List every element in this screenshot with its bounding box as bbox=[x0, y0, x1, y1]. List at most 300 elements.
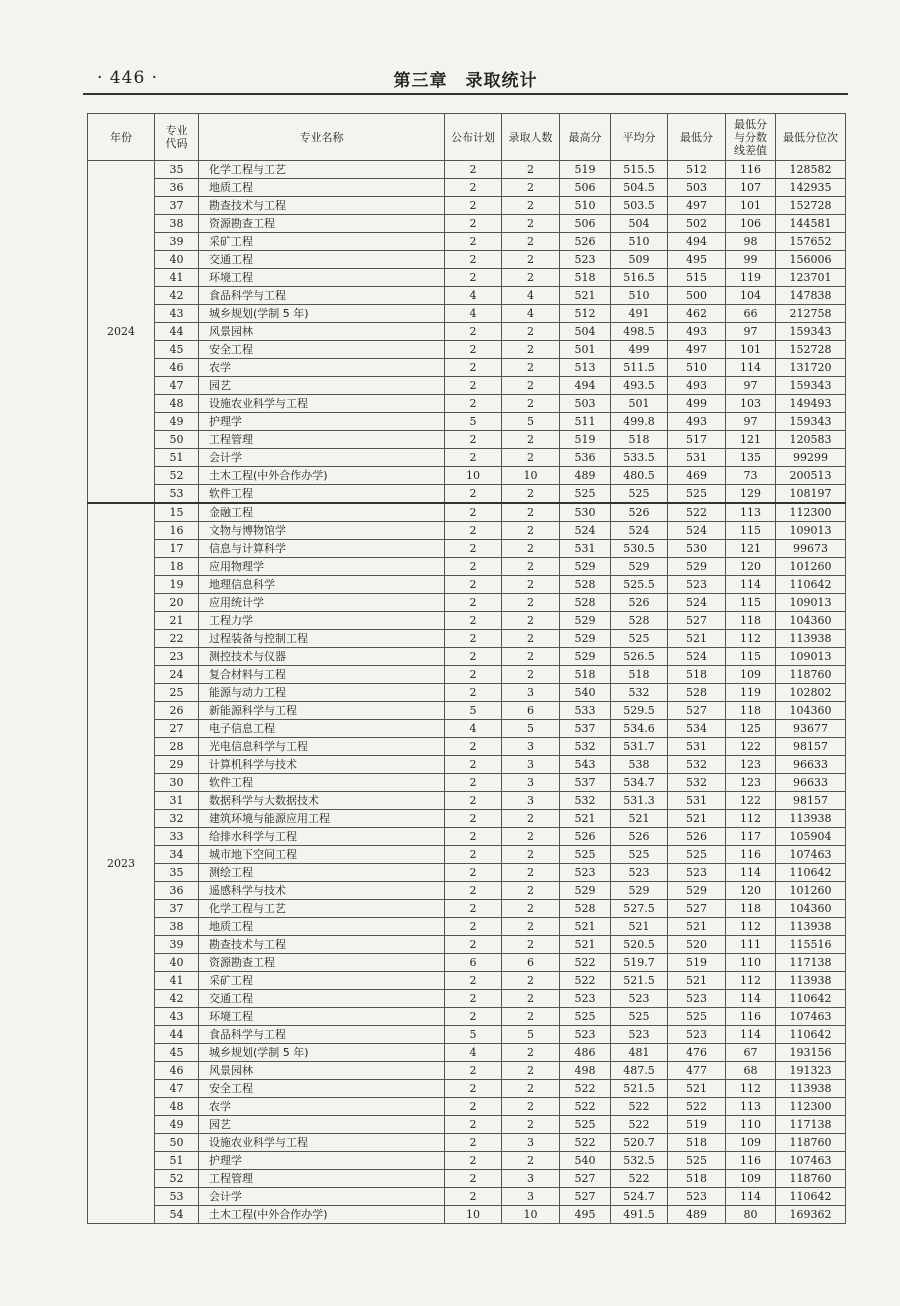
min-rank-cell: 107463 bbox=[776, 1008, 846, 1026]
score-diff-cell: 66 bbox=[726, 305, 776, 323]
avg-score-cell: 499 bbox=[611, 341, 668, 359]
table-row bbox=[88, 954, 846, 972]
major-name-cell: 安全工程 bbox=[199, 341, 445, 359]
max-score-cell: 521 bbox=[560, 287, 611, 305]
min-rank-cell: 113938 bbox=[776, 630, 846, 648]
major-code-cell: 51 bbox=[155, 1152, 199, 1170]
min-rank-cell: 159343 bbox=[776, 323, 846, 341]
plan-cell: 2 bbox=[445, 522, 502, 540]
min-rank-cell: 128582 bbox=[776, 161, 846, 179]
score-diff-cell: 97 bbox=[726, 377, 776, 395]
major-code-cell: 36 bbox=[155, 179, 199, 197]
avg-score-cell: 534.7 bbox=[611, 774, 668, 792]
admitted-cell: 2 bbox=[502, 215, 560, 233]
avg-score-cell: 526 bbox=[611, 828, 668, 846]
major-name-cell: 护理学 bbox=[199, 1152, 445, 1170]
min-score-cell: 522 bbox=[668, 1098, 726, 1116]
admitted-cell: 2 bbox=[502, 882, 560, 900]
min-score-cell: 523 bbox=[668, 576, 726, 594]
plan-cell: 2 bbox=[445, 684, 502, 702]
admitted-cell: 2 bbox=[502, 1098, 560, 1116]
min-score-cell: 529 bbox=[668, 882, 726, 900]
avg-score-cell: 528 bbox=[611, 612, 668, 630]
major-name-cell: 给排水科学与工程 bbox=[199, 828, 445, 846]
min-score-cell: 462 bbox=[668, 305, 726, 323]
major-name-cell: 光电信息科学与工程 bbox=[199, 738, 445, 756]
major-name-cell: 采矿工程 bbox=[199, 233, 445, 251]
min-score-cell: 489 bbox=[668, 1206, 726, 1224]
min-rank-cell: 101260 bbox=[776, 558, 846, 576]
major-code-cell: 48 bbox=[155, 1098, 199, 1116]
plan-cell: 2 bbox=[445, 1116, 502, 1134]
avg-score-cell: 498.5 bbox=[611, 323, 668, 341]
min-rank-cell: 112300 bbox=[776, 503, 846, 522]
major-code-cell: 42 bbox=[155, 287, 199, 305]
admitted-cell: 2 bbox=[502, 846, 560, 864]
major-name-cell: 会计学 bbox=[199, 449, 445, 467]
min-score-cell: 521 bbox=[668, 630, 726, 648]
major-code-cell: 16 bbox=[155, 522, 199, 540]
min-score-cell: 518 bbox=[668, 1134, 726, 1152]
plan-cell: 2 bbox=[445, 540, 502, 558]
max-score-cell: 522 bbox=[560, 972, 611, 990]
plan-cell: 4 bbox=[445, 305, 502, 323]
min-rank-cell: 113938 bbox=[776, 918, 846, 936]
plan-cell: 2 bbox=[445, 594, 502, 612]
table-row bbox=[88, 305, 846, 323]
admitted-cell: 2 bbox=[502, 558, 560, 576]
col-header-avg-score: 平均分 bbox=[611, 114, 668, 161]
admitted-cell: 5 bbox=[502, 720, 560, 738]
major-code-cell: 21 bbox=[155, 612, 199, 630]
plan-cell: 2 bbox=[445, 1170, 502, 1188]
min-rank-cell: 169362 bbox=[776, 1206, 846, 1224]
major-name-cell: 化学工程与工艺 bbox=[199, 161, 445, 179]
max-score-cell: 540 bbox=[560, 684, 611, 702]
major-code-cell: 44 bbox=[155, 323, 199, 341]
major-name-cell: 园艺 bbox=[199, 377, 445, 395]
table-row bbox=[88, 323, 846, 341]
min-score-cell: 521 bbox=[668, 1080, 726, 1098]
avg-score-cell: 518 bbox=[611, 666, 668, 684]
max-score-cell: 530 bbox=[560, 503, 611, 522]
major-name-cell: 护理学 bbox=[199, 413, 445, 431]
admitted-cell: 2 bbox=[502, 666, 560, 684]
major-name-cell: 交通工程 bbox=[199, 990, 445, 1008]
admitted-cell: 2 bbox=[502, 449, 560, 467]
major-name-cell: 设施农业科学与工程 bbox=[199, 395, 445, 413]
score-diff-cell: 123 bbox=[726, 756, 776, 774]
min-score-cell: 534 bbox=[668, 720, 726, 738]
score-diff-cell: 135 bbox=[726, 449, 776, 467]
max-score-cell: 506 bbox=[560, 215, 611, 233]
min-score-cell: 494 bbox=[668, 233, 726, 251]
major-code-cell: 31 bbox=[155, 792, 199, 810]
major-name-cell: 安全工程 bbox=[199, 1080, 445, 1098]
table-row bbox=[88, 1080, 846, 1098]
score-diff-cell: 123 bbox=[726, 774, 776, 792]
table-row bbox=[88, 1026, 846, 1044]
major-name-cell: 能源与动力工程 bbox=[199, 684, 445, 702]
admitted-cell: 4 bbox=[502, 305, 560, 323]
min-score-cell: 517 bbox=[668, 431, 726, 449]
table-row bbox=[88, 1008, 846, 1026]
plan-cell: 2 bbox=[445, 648, 502, 666]
max-score-cell: 533 bbox=[560, 702, 611, 720]
avg-score-cell: 518 bbox=[611, 431, 668, 449]
max-score-cell: 526 bbox=[560, 828, 611, 846]
plan-cell: 4 bbox=[445, 1044, 502, 1062]
major-code-cell: 36 bbox=[155, 882, 199, 900]
avg-score-cell: 522 bbox=[611, 1098, 668, 1116]
major-name-cell: 软件工程 bbox=[199, 485, 445, 504]
min-rank-cell: 123701 bbox=[776, 269, 846, 287]
avg-score-cell: 516.5 bbox=[611, 269, 668, 287]
table-row bbox=[88, 936, 846, 954]
admitted-cell: 6 bbox=[502, 954, 560, 972]
table-row bbox=[88, 161, 846, 179]
score-diff-cell: 112 bbox=[726, 630, 776, 648]
min-score-cell: 523 bbox=[668, 864, 726, 882]
table-row bbox=[88, 972, 846, 990]
major-code-cell: 52 bbox=[155, 1170, 199, 1188]
table-row bbox=[88, 666, 846, 684]
major-name-cell: 资源勘查工程 bbox=[199, 954, 445, 972]
min-rank-cell: 110642 bbox=[776, 1188, 846, 1206]
min-score-cell: 527 bbox=[668, 612, 726, 630]
major-name-cell: 交通工程 bbox=[199, 251, 445, 269]
max-score-cell: 543 bbox=[560, 756, 611, 774]
score-diff-cell: 103 bbox=[726, 395, 776, 413]
admitted-cell: 2 bbox=[502, 522, 560, 540]
table-row bbox=[88, 576, 846, 594]
table-row bbox=[88, 792, 846, 810]
major-name-cell: 应用物理学 bbox=[199, 558, 445, 576]
score-diff-cell: 118 bbox=[726, 900, 776, 918]
score-diff-cell: 114 bbox=[726, 1026, 776, 1044]
major-name-cell: 采矿工程 bbox=[199, 972, 445, 990]
max-score-cell: 525 bbox=[560, 1116, 611, 1134]
table-row bbox=[88, 1188, 846, 1206]
admitted-cell: 2 bbox=[502, 900, 560, 918]
table-row bbox=[88, 341, 846, 359]
max-score-cell: 528 bbox=[560, 594, 611, 612]
plan-cell: 4 bbox=[445, 287, 502, 305]
admitted-cell: 2 bbox=[502, 1044, 560, 1062]
avg-score-cell: 520.5 bbox=[611, 936, 668, 954]
admitted-cell: 2 bbox=[502, 540, 560, 558]
major-code-cell: 46 bbox=[155, 359, 199, 377]
admitted-cell: 2 bbox=[502, 341, 560, 359]
admitted-cell: 2 bbox=[502, 1080, 560, 1098]
avg-score-cell: 510 bbox=[611, 233, 668, 251]
avg-score-cell: 526 bbox=[611, 594, 668, 612]
plan-cell: 2 bbox=[445, 485, 502, 504]
min-score-cell: 520 bbox=[668, 936, 726, 954]
max-score-cell: 504 bbox=[560, 323, 611, 341]
max-score-cell: 529 bbox=[560, 882, 611, 900]
min-score-cell: 476 bbox=[668, 1044, 726, 1062]
col-header-plan: 公布计划 bbox=[445, 114, 502, 161]
score-diff-cell: 98 bbox=[726, 233, 776, 251]
avg-score-cell: 504.5 bbox=[611, 179, 668, 197]
col-header-max-score: 最高分 bbox=[560, 114, 611, 161]
table-row bbox=[88, 846, 846, 864]
min-score-cell: 493 bbox=[668, 323, 726, 341]
min-rank-cell: 149493 bbox=[776, 395, 846, 413]
avg-score-cell: 501 bbox=[611, 395, 668, 413]
min-score-cell: 523 bbox=[668, 1188, 726, 1206]
admitted-cell: 2 bbox=[502, 936, 560, 954]
major-code-cell: 35 bbox=[155, 864, 199, 882]
avg-score-cell: 515.5 bbox=[611, 161, 668, 179]
score-diff-cell: 107 bbox=[726, 179, 776, 197]
min-rank-cell: 93677 bbox=[776, 720, 846, 738]
major-name-cell: 环境工程 bbox=[199, 1008, 445, 1026]
major-code-cell: 41 bbox=[155, 269, 199, 287]
min-score-cell: 530 bbox=[668, 540, 726, 558]
major-code-cell: 17 bbox=[155, 540, 199, 558]
min-score-cell: 495 bbox=[668, 251, 726, 269]
major-code-cell: 43 bbox=[155, 305, 199, 323]
major-code-cell: 34 bbox=[155, 846, 199, 864]
avg-score-cell: 522 bbox=[611, 1170, 668, 1188]
score-diff-cell: 109 bbox=[726, 666, 776, 684]
admitted-cell: 6 bbox=[502, 702, 560, 720]
table-row bbox=[88, 900, 846, 918]
min-rank-cell: 109013 bbox=[776, 648, 846, 666]
min-score-cell: 524 bbox=[668, 594, 726, 612]
avg-score-cell: 510 bbox=[611, 287, 668, 305]
plan-cell: 2 bbox=[445, 233, 502, 251]
major-name-cell: 金融工程 bbox=[199, 503, 445, 522]
table-row bbox=[88, 612, 846, 630]
major-code-cell: 47 bbox=[155, 1080, 199, 1098]
min-rank-cell: 109013 bbox=[776, 522, 846, 540]
plan-cell: 2 bbox=[445, 215, 502, 233]
table-row bbox=[88, 684, 846, 702]
col-header-major-code: 专业代码 bbox=[155, 114, 199, 161]
min-rank-cell: 131720 bbox=[776, 359, 846, 377]
major-name-cell: 计算机科学与技术 bbox=[199, 756, 445, 774]
min-score-cell: 503 bbox=[668, 179, 726, 197]
admitted-cell: 2 bbox=[502, 395, 560, 413]
major-code-cell: 45 bbox=[155, 1044, 199, 1062]
min-score-cell: 519 bbox=[668, 954, 726, 972]
max-score-cell: 519 bbox=[560, 161, 611, 179]
plan-cell: 5 bbox=[445, 413, 502, 431]
table-row bbox=[88, 287, 846, 305]
major-code-cell: 44 bbox=[155, 1026, 199, 1044]
major-code-cell: 41 bbox=[155, 972, 199, 990]
score-diff-cell: 125 bbox=[726, 720, 776, 738]
admitted-cell: 2 bbox=[502, 828, 560, 846]
avg-score-cell: 491.5 bbox=[611, 1206, 668, 1224]
table-row bbox=[88, 1116, 846, 1134]
min-score-cell: 493 bbox=[668, 377, 726, 395]
table-row bbox=[88, 738, 846, 756]
min-score-cell: 510 bbox=[668, 359, 726, 377]
major-code-cell: 42 bbox=[155, 990, 199, 1008]
table-row bbox=[88, 702, 846, 720]
major-code-cell: 49 bbox=[155, 413, 199, 431]
min-rank-cell: 104360 bbox=[776, 612, 846, 630]
major-code-cell: 26 bbox=[155, 702, 199, 720]
min-rank-cell: 152728 bbox=[776, 341, 846, 359]
score-diff-cell: 101 bbox=[726, 197, 776, 215]
max-score-cell: 529 bbox=[560, 630, 611, 648]
major-code-cell: 23 bbox=[155, 648, 199, 666]
major-name-cell: 工程管理 bbox=[199, 1170, 445, 1188]
max-score-cell: 495 bbox=[560, 1206, 611, 1224]
table-row bbox=[88, 864, 846, 882]
major-code-cell: 27 bbox=[155, 720, 199, 738]
avg-score-cell: 521.5 bbox=[611, 1080, 668, 1098]
major-code-cell: 38 bbox=[155, 215, 199, 233]
major-code-cell: 50 bbox=[155, 1134, 199, 1152]
score-diff-cell: 115 bbox=[726, 594, 776, 612]
major-code-cell: 18 bbox=[155, 558, 199, 576]
min-rank-cell: 110642 bbox=[776, 576, 846, 594]
table-row bbox=[88, 215, 846, 233]
avg-score-cell: 526 bbox=[611, 503, 668, 522]
max-score-cell: 506 bbox=[560, 179, 611, 197]
major-code-cell: 28 bbox=[155, 738, 199, 756]
min-rank-cell: 200513 bbox=[776, 467, 846, 485]
min-rank-cell: 152728 bbox=[776, 197, 846, 215]
min-rank-cell: 159343 bbox=[776, 377, 846, 395]
avg-score-cell: 480.5 bbox=[611, 467, 668, 485]
major-code-cell: 37 bbox=[155, 900, 199, 918]
major-name-cell: 文物与博物馆学 bbox=[199, 522, 445, 540]
plan-cell: 2 bbox=[445, 503, 502, 522]
major-code-cell: 25 bbox=[155, 684, 199, 702]
major-name-cell: 勘查技术与工程 bbox=[199, 936, 445, 954]
min-rank-cell: 99299 bbox=[776, 449, 846, 467]
score-diff-cell: 116 bbox=[726, 1008, 776, 1026]
plan-cell: 2 bbox=[445, 828, 502, 846]
plan-cell: 5 bbox=[445, 702, 502, 720]
avg-score-cell: 519.7 bbox=[611, 954, 668, 972]
max-score-cell: 525 bbox=[560, 846, 611, 864]
min-rank-cell: 104360 bbox=[776, 702, 846, 720]
table-row bbox=[88, 828, 846, 846]
min-score-cell: 525 bbox=[668, 1008, 726, 1026]
admitted-cell: 2 bbox=[502, 630, 560, 648]
max-score-cell: 511 bbox=[560, 413, 611, 431]
avg-score-cell: 523 bbox=[611, 1026, 668, 1044]
plan-cell: 2 bbox=[445, 179, 502, 197]
max-score-cell: 528 bbox=[560, 900, 611, 918]
major-code-cell: 46 bbox=[155, 1062, 199, 1080]
min-score-cell: 521 bbox=[668, 810, 726, 828]
min-rank-cell: 115516 bbox=[776, 936, 846, 954]
plan-cell: 2 bbox=[445, 612, 502, 630]
admitted-cell: 2 bbox=[502, 1152, 560, 1170]
max-score-cell: 527 bbox=[560, 1170, 611, 1188]
avg-score-cell: 481 bbox=[611, 1044, 668, 1062]
avg-score-cell: 525 bbox=[611, 630, 668, 648]
score-diff-cell: 67 bbox=[726, 1044, 776, 1062]
max-score-cell: 519 bbox=[560, 431, 611, 449]
avg-score-cell: 529 bbox=[611, 882, 668, 900]
score-diff-cell: 121 bbox=[726, 431, 776, 449]
score-diff-cell: 101 bbox=[726, 341, 776, 359]
major-name-cell: 电子信息工程 bbox=[199, 720, 445, 738]
admitted-cell: 3 bbox=[502, 756, 560, 774]
score-diff-cell: 110 bbox=[726, 1116, 776, 1134]
major-name-cell: 地质工程 bbox=[199, 179, 445, 197]
plan-cell: 2 bbox=[445, 1062, 502, 1080]
admitted-cell: 2 bbox=[502, 431, 560, 449]
table-row bbox=[88, 413, 846, 431]
admitted-cell: 2 bbox=[502, 1008, 560, 1026]
score-diff-cell: 112 bbox=[726, 918, 776, 936]
min-score-cell: 519 bbox=[668, 1116, 726, 1134]
min-rank-cell: 112300 bbox=[776, 1098, 846, 1116]
avg-score-cell: 521.5 bbox=[611, 972, 668, 990]
table-row bbox=[88, 377, 846, 395]
min-rank-cell: 108197 bbox=[776, 485, 846, 504]
min-score-cell: 515 bbox=[668, 269, 726, 287]
avg-score-cell: 533.5 bbox=[611, 449, 668, 467]
min-rank-cell: 104360 bbox=[776, 900, 846, 918]
min-rank-cell: 156006 bbox=[776, 251, 846, 269]
major-code-cell: 45 bbox=[155, 341, 199, 359]
min-rank-cell: 113938 bbox=[776, 1080, 846, 1098]
plan-cell: 2 bbox=[445, 269, 502, 287]
major-code-cell: 35 bbox=[155, 161, 199, 179]
max-score-cell: 523 bbox=[560, 251, 611, 269]
min-rank-cell: 193156 bbox=[776, 1044, 846, 1062]
table-row bbox=[88, 756, 846, 774]
admitted-cell: 2 bbox=[502, 485, 560, 504]
avg-score-cell: 534.6 bbox=[611, 720, 668, 738]
score-diff-cell: 129 bbox=[726, 485, 776, 504]
admitted-cell: 2 bbox=[502, 648, 560, 666]
plan-cell: 2 bbox=[445, 558, 502, 576]
avg-score-cell: 525 bbox=[611, 1008, 668, 1026]
min-score-cell: 512 bbox=[668, 161, 726, 179]
admitted-cell: 2 bbox=[502, 251, 560, 269]
min-score-cell: 469 bbox=[668, 467, 726, 485]
col-header-score-diff: 最低分与分数线差值 bbox=[726, 114, 776, 161]
min-score-cell: 477 bbox=[668, 1062, 726, 1080]
max-score-cell: 521 bbox=[560, 918, 611, 936]
admitted-cell: 2 bbox=[502, 179, 560, 197]
score-diff-cell: 118 bbox=[726, 702, 776, 720]
col-header-min-rank: 最低分位次 bbox=[776, 114, 846, 161]
min-score-cell: 526 bbox=[668, 828, 726, 846]
admitted-cell: 3 bbox=[502, 1188, 560, 1206]
min-rank-cell: 98157 bbox=[776, 792, 846, 810]
major-name-cell: 土木工程(中外合作办学) bbox=[199, 467, 445, 485]
plan-cell: 2 bbox=[445, 395, 502, 413]
plan-cell: 2 bbox=[445, 377, 502, 395]
score-diff-cell: 109 bbox=[726, 1134, 776, 1152]
table-row bbox=[88, 1044, 846, 1062]
avg-score-cell: 521 bbox=[611, 810, 668, 828]
major-name-cell: 设施农业科学与工程 bbox=[199, 1134, 445, 1152]
major-code-cell: 19 bbox=[155, 576, 199, 594]
score-diff-cell: 109 bbox=[726, 1170, 776, 1188]
min-rank-cell: 98157 bbox=[776, 738, 846, 756]
plan-cell: 2 bbox=[445, 431, 502, 449]
major-name-cell: 地质工程 bbox=[199, 918, 445, 936]
min-score-cell: 521 bbox=[668, 918, 726, 936]
score-diff-cell: 113 bbox=[726, 1098, 776, 1116]
major-name-cell: 复合材料与工程 bbox=[199, 666, 445, 684]
